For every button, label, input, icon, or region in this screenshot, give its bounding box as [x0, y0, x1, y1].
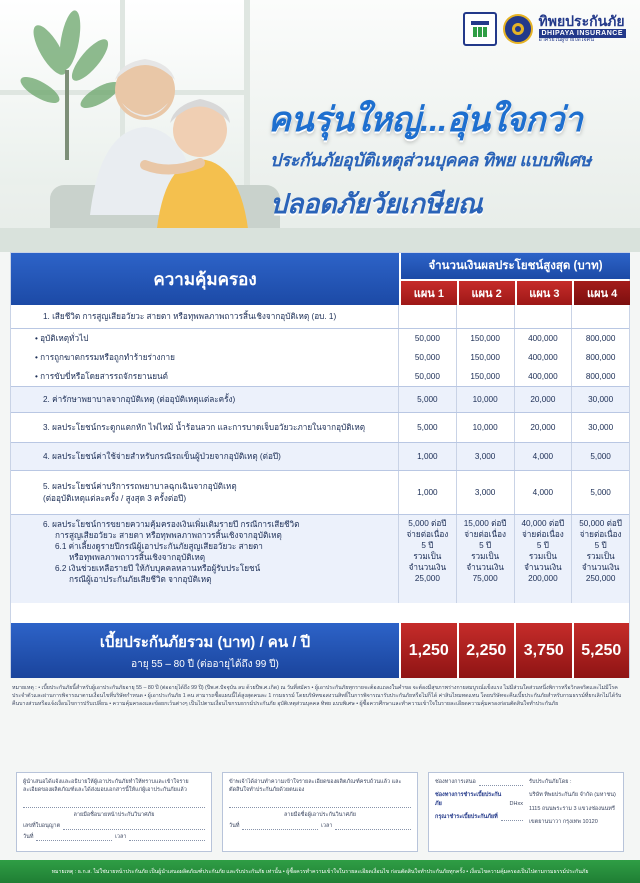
value-cells	[399, 471, 629, 514]
value-cell-plan-3	[515, 515, 573, 603]
agent-form	[16, 772, 212, 852]
coverage-rows	[11, 305, 629, 603]
premium-title: เบี้ยประกันภัยรวม (บาท) / คน / ปี	[99, 633, 311, 651]
coverage-text: การสูญเสียอวัยวะ สายตา หรือทุพพลภาพถาวรสิ้นเชิงจากอุบัติเหตุ	[55, 531, 282, 541]
premium-age-range: อายุ 55 – 80 ปี (ต่ออายุได้ถึง 99 ปี)	[131, 658, 279, 670]
value-cell-plan-4	[572, 515, 629, 603]
coverage-text: 1. เสียชีวิต การสูญเสียอวัยวะ สายตา หรือทุพพลภาพถาวรสิ้นเชิงจากอุบัติเหตุ (อบ. 1)	[43, 311, 337, 321]
tagline: ปลอดภัยวัยเกษียณ	[270, 189, 483, 219]
value-line: จ่ายต่อเนื่อง	[522, 530, 564, 540]
table-row	[11, 471, 629, 515]
value-cells	[399, 387, 629, 412]
value-line: จำนวนเงิน	[408, 563, 447, 573]
value-line: จำนวนเงิน	[466, 563, 504, 573]
value-line: จ่ายต่อเนื่อง	[406, 530, 449, 540]
license-field[interactable]	[23, 822, 205, 830]
value-line: 40,000 ต่อปี	[521, 519, 565, 528]
plan-header-3: แผน 3	[517, 281, 573, 305]
time-label: เวลา	[115, 834, 127, 840]
premium-plan-4: 5,250	[574, 623, 630, 678]
value-cells	[399, 305, 629, 328]
channel-field[interactable]	[435, 778, 523, 786]
insurer-name: บริษัท ทิพยประกันภัย จำกัด (มหาชน)	[529, 792, 616, 799]
insurer-address: 1115 ถนนพระราม 3 แขวงช่องนนทรี	[529, 805, 616, 812]
signature-forms	[16, 772, 624, 852]
premium-plan-1: 1,250	[401, 623, 457, 678]
value-line: รวมเป็น	[586, 552, 615, 562]
logo-group	[463, 12, 627, 46]
pay-at-field[interactable]	[435, 813, 523, 821]
premium-plan-3: 3,750	[516, 623, 572, 678]
value-cell: 5,000	[399, 387, 457, 412]
date-time-field[interactable]	[23, 833, 205, 841]
value-line: 75,000	[472, 574, 498, 584]
signature-line[interactable]	[23, 798, 205, 808]
premium-label	[11, 623, 399, 678]
coverage-cell	[11, 329, 399, 349]
value-cell: 800,000	[585, 353, 616, 363]
value-cell: 800,000	[585, 334, 616, 344]
coverage-text: กรณีผู้เอาประกันภัยเสียชีวิต จากอุบัติเหตุ	[69, 575, 212, 585]
value-cell: 50,000	[399, 367, 457, 386]
value-cells	[399, 515, 629, 603]
coverage-cell	[11, 387, 399, 412]
value-cell	[457, 305, 515, 328]
signature-line[interactable]	[229, 798, 411, 808]
value-cells	[399, 443, 629, 470]
benefit-header: จำนวนเงินผลประโยชน์สูงสุด (บาท)	[401, 253, 630, 279]
coverage-cell	[11, 367, 399, 386]
value-cell-plan-1	[399, 515, 457, 603]
value-cell: 150,000	[457, 329, 515, 349]
plan-header-1: แผน 1	[401, 281, 457, 305]
premium-plan-2: 2,250	[459, 623, 515, 678]
value-line: จ่ายต่อเนื่อง	[579, 530, 622, 540]
value-cells	[399, 349, 629, 367]
table-row	[11, 413, 629, 443]
brand-name-th: ทิพยประกันภัย	[538, 13, 625, 30]
value-cell: 50,000	[399, 329, 457, 349]
value-cell: 3,000	[457, 471, 515, 514]
value-cells	[399, 329, 629, 349]
coverage-text: 4. ผลประโยชน์ค่าใช้จ่ายสำหรับกรณีรถเข็นผู้ป่วยจากอุบัติเหตุ (ต่อปี)	[43, 451, 281, 461]
payment-code: DHxx	[509, 800, 523, 807]
disclaimer-note: หมายเหตุ : • เบี้ยประกันภัยนี้สำหรับผู้เอาประกันภัยอายุ 55 – 80 ปี (ต่ออายุได้ถึง 99 ปี) (ปีพ.ศ.ปัจจุบัน ลบ ด้วยปีพ.ศ.เกิด) ณ วันที่สมัคร • ผู้เอาประกันภัยทุกรายจะต้องแถลงในคำขอ จะต้องมีสุขภาพร่างกายสมบูรณ์แข็งแรง ไม่มีส่วนใดส่วนหนึ่งพิการหรือวิกลจริตและไม่มีโรคประจำตัวและผ่านการพิจารณาตามเงื่อนไขที่บริษัทกำหนด • ผู้เอาประกันภัย 1 คน สามารถซื้อแผนนี้ได้สูงสุดคนละ 1 กรมธรรม์ โดยบริษัทขอสงวนสิทธิ์ในการพิจารณารับประกันภัยหรือไม่ก็ได้ ค่าสินไหมทดแทน โดยบริษัทจะคืนเบี้ยประกันภัยสำหรับกรมธรรม์ที่ยกเลิกไม่ได้รับคืนบางส่วนหรือแจ้งเงื่อนไขการปรับเปลี่ยน • ความคุ้มครองและข้อยกเว้นต่างๆ เป็นไปตามเงื่อนไขกรมธรรม์ประกันภัย อุบัติเหตุส่วนบุคคล ทิพย แบบพิเศษ • ผู้ซื้อควรศึกษาและทำความเข้าใจในรายละเอียดความคุ้มครองก่อนตัดสินใจทำประกันภัย	[12, 685, 622, 708]
headline: คนรุ่นใหญ่...อุ่นใจกว่า	[268, 101, 583, 139]
value-line: 50,000 ต่อปี	[579, 519, 622, 528]
coverage-text: (ต่ออุบัติเหตุแต่ละครั้ง / สูงสุด 3 ครั้งต่อปี)	[43, 493, 187, 503]
value-cell: 50,000	[399, 349, 457, 367]
value-cell: 400,000	[515, 349, 573, 367]
value-cell: 3,000	[457, 443, 515, 470]
agent-form-title: ผู้นำเสนอได้แจ้งและอธิบายให้ผู้เอาประกันภัยทำให้ทราบและเข้าใจรายละเอียดของผลิตภัณฑ์และได้ส่งมอบเอกสารนี้ให้แก่ผู้เอาประกันภัยแล้ว	[23, 779, 189, 794]
agent-signature-label: ลายมือชื่อนายหน้าประกันวินาศภัย	[73, 811, 155, 818]
value-cell: 5,000	[399, 413, 457, 442]
brand-text	[539, 14, 627, 44]
coverage-text: • การถูกฆาตกรรมหรือถูกทำร้ายร่างกาย	[35, 353, 175, 363]
value-cell: 4,000	[515, 443, 573, 470]
table-row	[11, 367, 629, 387]
value-line: รวมเป็น	[471, 552, 500, 562]
date-label: วันที่	[23, 834, 34, 840]
plan-header-2: แผน 2	[459, 281, 515, 305]
insured-form	[222, 772, 418, 852]
value-line: รวมเป็น	[528, 552, 557, 562]
value-cell: 5,000	[590, 451, 611, 461]
value-cells	[399, 413, 629, 442]
time-label: เวลา	[321, 822, 333, 829]
value-cell: 30,000	[588, 422, 614, 432]
value-line: 25,000	[414, 574, 440, 584]
value-line: 5 ปี	[479, 541, 492, 551]
insured-form-title: ข้าพเจ้าได้อ่านทำความเข้าใจรายละเอียดของผลิตภัณฑ์ครบถ้วนแล้ว และตัดสินใจทำประกันภัยด้วยตนเอง	[229, 779, 402, 794]
pay-at-label: กรุณาชำระเบี้ยประกันภัยที่	[435, 813, 498, 820]
value-cell: 1,000	[399, 471, 457, 514]
value-cell: 150,000	[457, 349, 515, 367]
value-line: 5,000 ต่อปี	[408, 519, 447, 528]
product-name: ประกันภัยอุบัติเหตุส่วนบุคคล ทิพย แบบพิเศษ	[270, 150, 591, 170]
value-cell: 400,000	[515, 329, 573, 349]
insurer-district: เขตยานนาวา กรุงเทพ 10120	[529, 818, 598, 825]
coverage-text: 6. ผลประโยชน์การขยายความคุ้มครองเงินเพิ่มเติมรายปี กรณีการเสียชีวิต	[43, 520, 300, 529]
floor	[0, 228, 640, 252]
value-cell	[515, 305, 573, 328]
brand-tagline: อาศรัยในผู้ขายได้ใจคน	[538, 37, 594, 44]
coverage-text: 5. ผลประโยชน์ค่าบริการรถพยาบาลฉุกเฉินจากอุบัติเหตุ	[43, 482, 237, 492]
coverage-cell	[11, 443, 399, 470]
value-cell: 5,000	[590, 487, 611, 497]
baac-logo-icon	[463, 12, 497, 46]
coverage-text: 3. ผลประโยชน์กระดูกแตกหัก ไฟไหม้ น้ำร้อนลวก และการบาดเจ็บอวัยวะภายในจากอุบัติเหตุ	[43, 422, 366, 432]
value-cell: 4,000	[515, 471, 573, 514]
coverage-table	[10, 252, 630, 678]
hero-banner	[0, 0, 640, 252]
table-row	[11, 387, 629, 413]
value-line: จำนวนเงิน	[524, 563, 562, 573]
value-cell: 1,000	[399, 443, 457, 470]
value-line: 200,000	[528, 574, 558, 584]
value-line: จำนวนเงิน	[581, 563, 620, 573]
coverage-cell	[11, 471, 399, 514]
insurer-title: รับประกันภัยโดย :	[529, 779, 572, 785]
channel-label: ช่องทางการเสนอ	[435, 779, 476, 785]
license-label: เลขที่ใบอนุญาต	[23, 822, 61, 829]
value-line: 15,000 ต่อปี	[463, 519, 507, 528]
coverage-text: 6.2 เงินช่วยเหลือรายปี ให้กับบุคคลหลานหรือผู้รับประโยชน์	[55, 564, 261, 574]
coverage-text: 2. ค่ารักษาพยาบาลจากอุบัติเหตุ (ต่ออุบัติเหตุแต่ละครั้ง)	[43, 394, 236, 404]
value-cell: 800,000	[585, 371, 616, 381]
coverage-text: หรือทุพพลภาพถาวรสิ้นเชิงจากอุบัติเหตุ	[69, 553, 206, 563]
value-line: 5 ปี	[536, 541, 549, 551]
senior-couple-photo	[50, 35, 280, 250]
brand-name-en: DHIPAYA INSURANCE	[539, 29, 627, 38]
table-row	[11, 443, 629, 471]
value-cell-plan-2	[457, 515, 515, 603]
value-cell	[399, 305, 457, 328]
dhipaya-logo-icon	[503, 14, 533, 44]
value-line: รวมเป็น	[413, 552, 442, 562]
insurer-column	[529, 778, 617, 846]
coverage-text: 6.1 ค่าเลี้ยงดูรายปีกรณีผู้เอาประกันภัยสูญเสียอวัยวะ สายตา	[55, 542, 263, 552]
premium-row	[11, 623, 629, 678]
footer-bar: หมายเหตุ : ธ.ก.ส. ไม่ใช่นายหน้าประกันภัย เป็นผู้นำเสนอผลิตภัณฑ์ประกันภัย และรับประกันภัย เท่านั้น • ผู้ซื้อควรทำความเข้าใจในรายละเอียดเงื่อนไข ก่อนตัดสินใจทำประกันภัยทุกครั้ง • เงื่อนไขความคุ้มครองเป็นไปตามกรมธรรม์ประกันภัย	[0, 860, 640, 883]
premium-values	[399, 623, 629, 678]
value-line: 5 ปี	[421, 541, 434, 551]
plan-header-4: แผน 4	[574, 281, 630, 305]
table-row	[11, 349, 629, 367]
value-line: 5 ปี	[594, 541, 607, 551]
date-label: วันที่	[229, 822, 240, 829]
channel-column	[435, 778, 523, 846]
coverage-cell	[11, 413, 399, 442]
value-cell	[572, 305, 629, 328]
payment-field[interactable]	[435, 791, 523, 808]
plan-headers	[401, 281, 630, 305]
coverage-cell	[11, 305, 399, 328]
payment-label: ช่องทางการชำระเบี้ยประกันภัย	[435, 792, 502, 807]
coverage-text: • การขับขี่หรือโดยสารรถจักรยานยนต์	[35, 371, 168, 381]
value-cell: 30,000	[588, 394, 614, 404]
coverage-header: ความคุ้มครอง	[11, 253, 399, 305]
date-time-field[interactable]	[229, 822, 411, 830]
value-cell: 10,000	[457, 413, 515, 442]
insured-signature-label: ลายมือชื่อผู้เอาประกันวินาศภัย	[284, 811, 356, 818]
value-cell: 10,000	[457, 387, 515, 412]
value-line: จ่ายต่อเนื่อง	[464, 530, 506, 540]
value-cell: 400,000	[515, 367, 573, 386]
coverage-cell	[11, 515, 399, 603]
coverage-text: • อุบัติเหตุทั่วไป	[35, 334, 89, 344]
value-cells	[399, 367, 629, 386]
table-row	[11, 305, 629, 329]
value-cell: 150,000	[457, 367, 515, 386]
value-cell: 20,000	[515, 387, 573, 412]
coverage-cell	[11, 349, 399, 367]
value-cell: 20,000	[515, 413, 573, 442]
table-row	[11, 329, 629, 349]
value-line: 250,000	[585, 574, 616, 584]
company-form	[428, 772, 624, 852]
table-row	[11, 515, 629, 603]
